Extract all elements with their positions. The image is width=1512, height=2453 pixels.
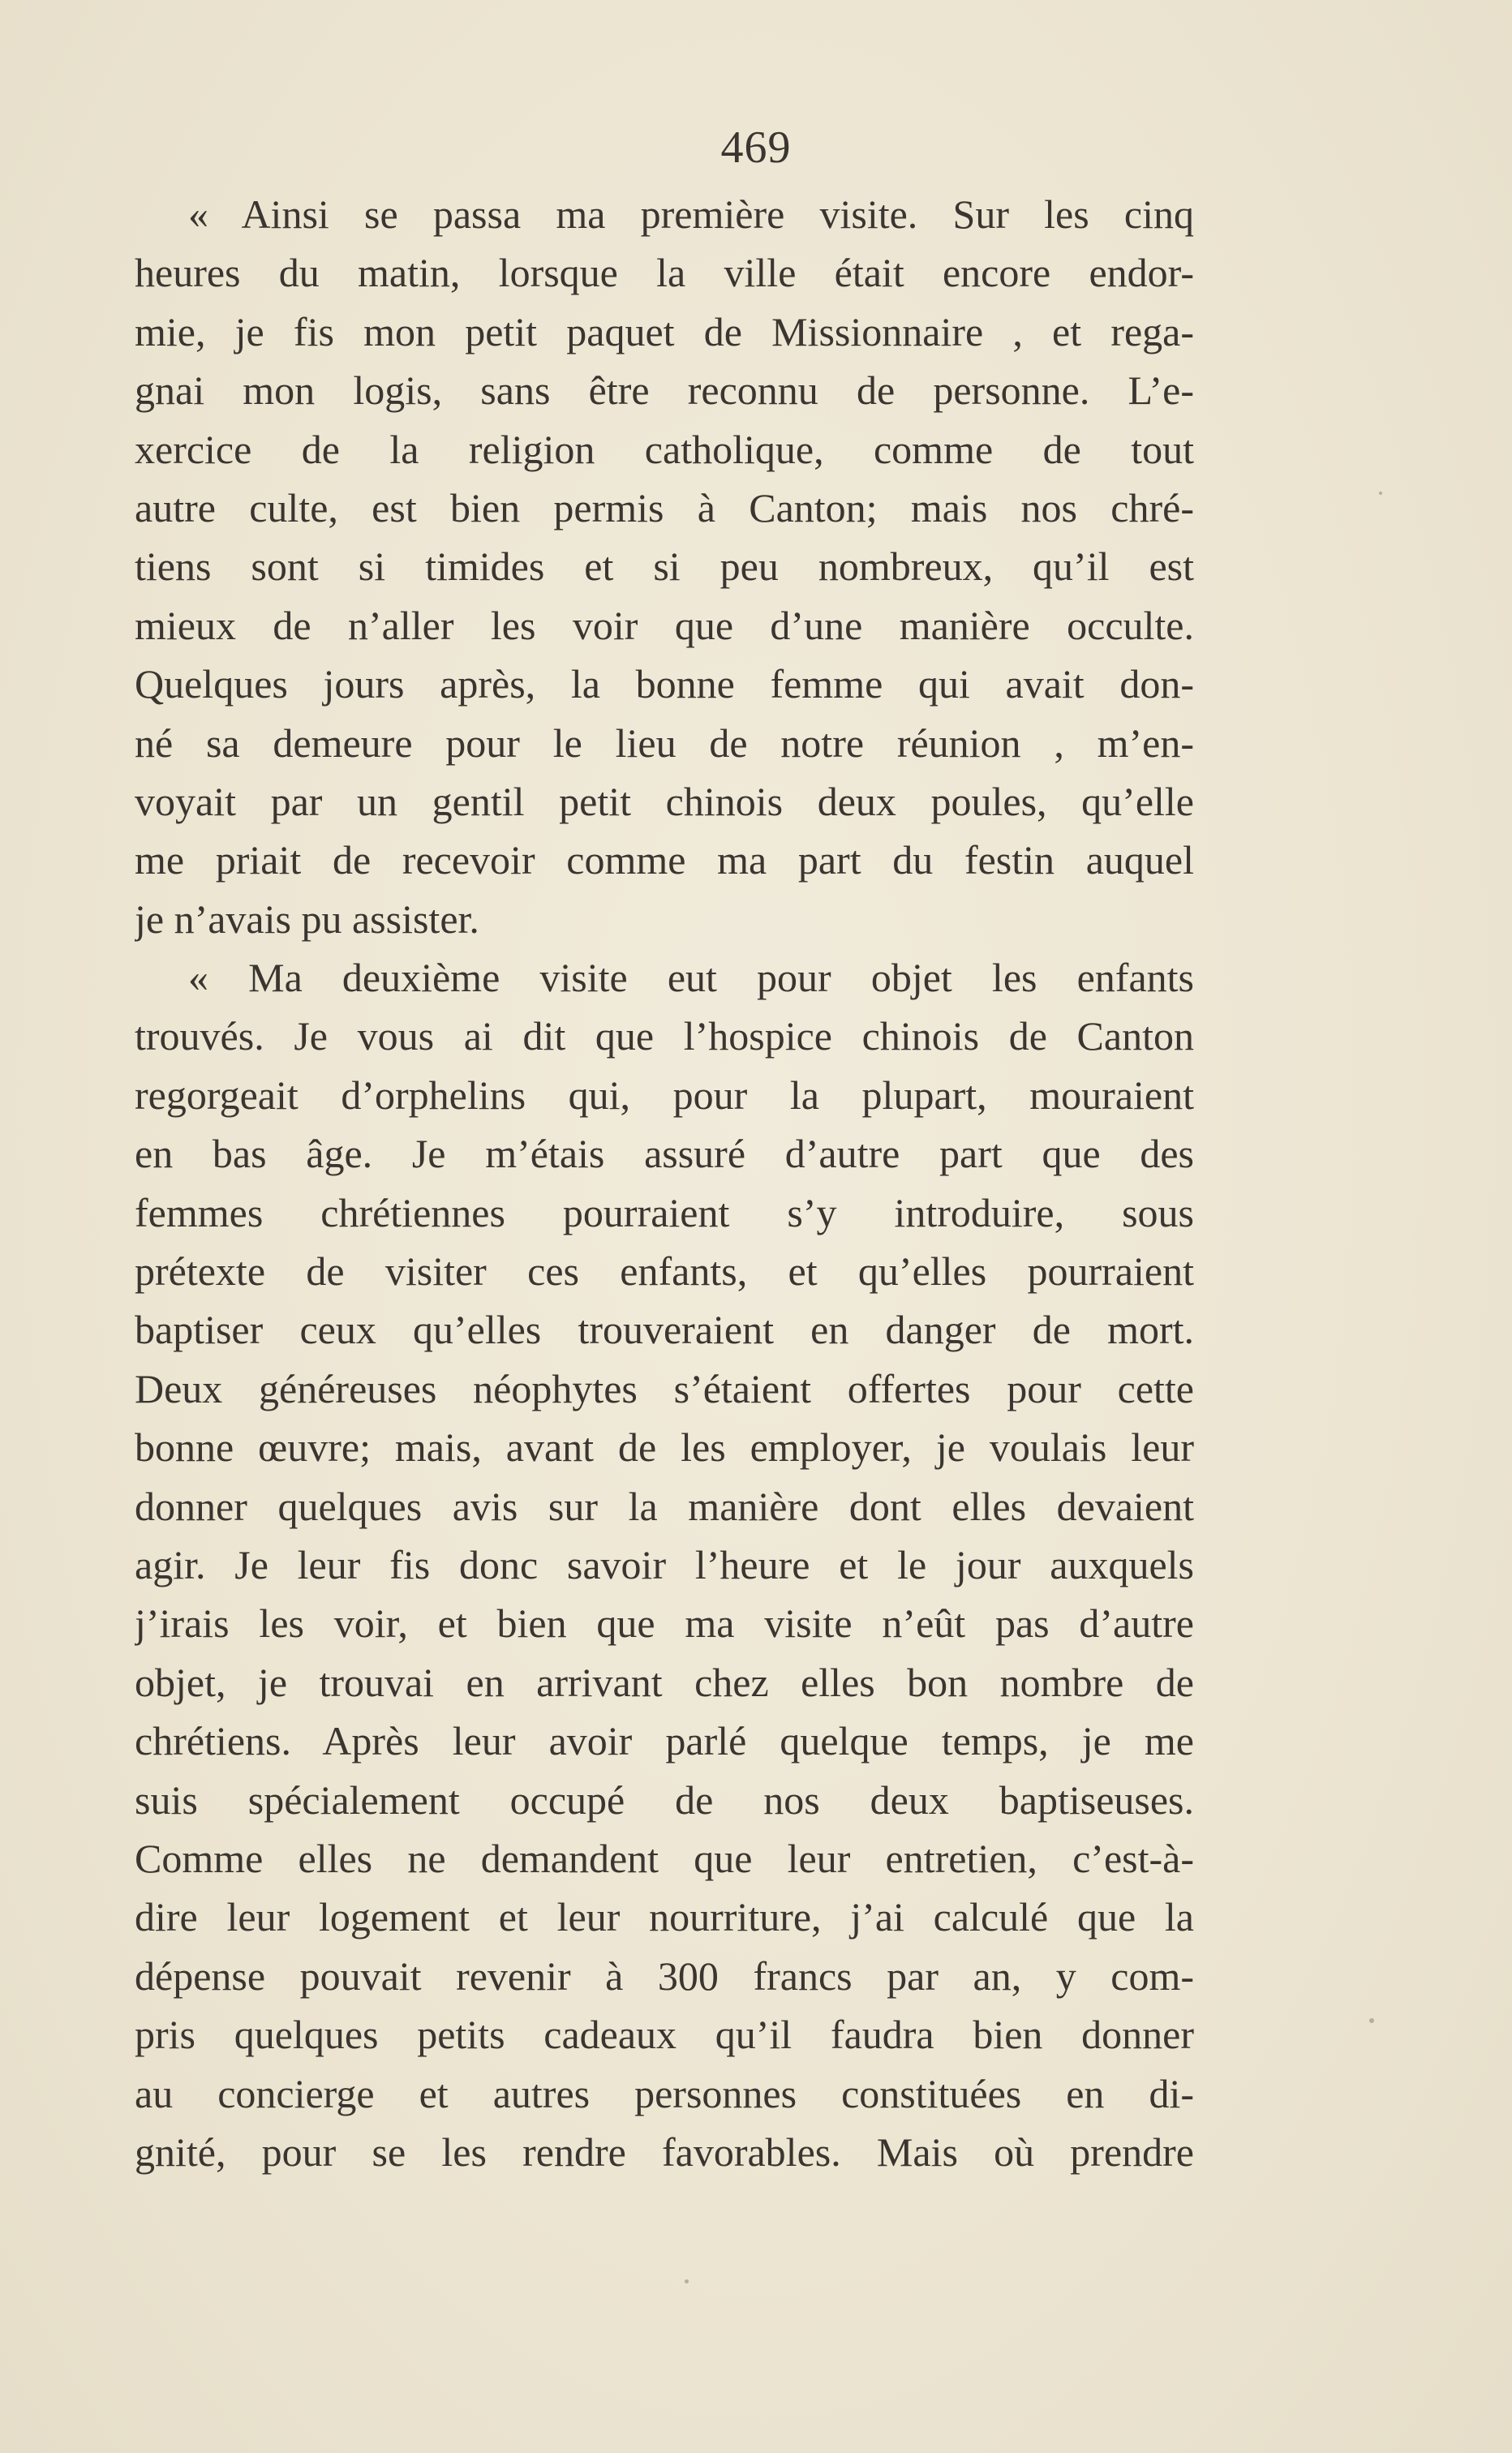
text-line: heures du matin, lorsque la ville était encore endor-: [135, 250, 1194, 296]
text-line: donner quelques avis sur la manière dont elles devaient: [135, 1483, 1194, 1529]
text-line: agir. Je leur fis donc savoir l’heure et le jour auxquels: [135, 1541, 1194, 1587]
paper-speck: [1369, 2018, 1374, 2023]
text-line: mieux de n’aller les voir que d’une manière occulte.: [135, 602, 1194, 648]
text-line: au concierge et autres personnes constituées en di-: [135, 2070, 1194, 2116]
paper-speck: [1379, 492, 1382, 495]
text-line: tiens sont si timides et si peu nombreux, qu’il est: [135, 543, 1194, 590]
text-line: « Ma deuxième visite eut pour objet les enfants: [188, 955, 1194, 1001]
text-line: dépense pouvait revenir à 300 francs par an, y com-: [135, 1953, 1194, 1999]
text-line: objet, je trouvai en arrivant chez elles bon nombre de: [135, 1659, 1194, 1705]
text-line: regorgeait d’orphelins qui, pour la plupart, mouraient: [135, 1072, 1194, 1118]
text-line: « Ainsi se passa ma première visite. Sur les cinq: [188, 191, 1194, 237]
text-line: me priait de recevoir comme ma part du festin auquel: [135, 837, 1194, 883]
text-line: gnai mon logis, sans être reconnu de personne. L’e-: [135, 367, 1194, 414]
text-line: gnité, pour se les rendre favorables. Mais où prendre: [135, 2129, 1194, 2175]
text-line: Comme elles ne demandent que leur entretien, c’est-à-: [135, 1835, 1194, 1881]
text-line: suis spécialement occupé de nos deux baptiseuses.: [135, 1776, 1194, 1823]
text-line: mie, je fis mon petit paquet de Missionnaire , et rega-: [135, 308, 1194, 354]
text-line: femmes chrétiennes pourraient s’y introduire, sous: [135, 1189, 1194, 1235]
text-line: né sa demeure pour le lieu de notre réunion , m’en-: [135, 720, 1194, 766]
text-line: chrétiens. Après leur avoir parlé quelque temps, je me: [135, 1718, 1194, 1764]
text-line: dire leur logement et leur nourriture, j’ai calculé que la: [135, 1894, 1194, 1940]
text-line: Quelques jours après, la bonne femme qui avait don-: [135, 661, 1194, 707]
text-line: trouvés. Je vous ai dit que l’hospice chinois de Canton: [135, 1013, 1194, 1059]
text-line: bonne œuvre; mais, avant de les employer, je voulais leur: [135, 1424, 1194, 1471]
text-line: xercice de la religion catholique, comme de tout: [135, 426, 1194, 472]
text-line: en bas âge. Je m’étais assuré d’autre part que des: [135, 1131, 1194, 1177]
body-text: [135, 185, 1194, 2181]
paper-speck: [685, 2279, 689, 2283]
text-line: autre culte, est bien permis à Canton; mais nos chré-: [135, 484, 1194, 531]
text-line: Deux généreuses néophytes s’étaient offertes pour cette: [135, 1365, 1194, 1411]
text-line: voyait par un gentil petit chinois deux poules, qu’elle: [135, 778, 1194, 824]
text-line: prétexte de visiter ces enfants, et qu’elles pourraient: [135, 1248, 1194, 1295]
text-line: je n’avais pu assister.: [135, 896, 479, 942]
text-line: baptiser ceux qu’elles trouveraient en danger de mort.: [135, 1307, 1194, 1353]
text-line: pris quelques petits cadeaux qu’il faudra bien donner: [135, 2012, 1194, 2058]
page-number: 469: [720, 122, 792, 173]
text-line: j’irais les voir, et bien que ma visite n’eût pas d’autre: [135, 1600, 1194, 1647]
